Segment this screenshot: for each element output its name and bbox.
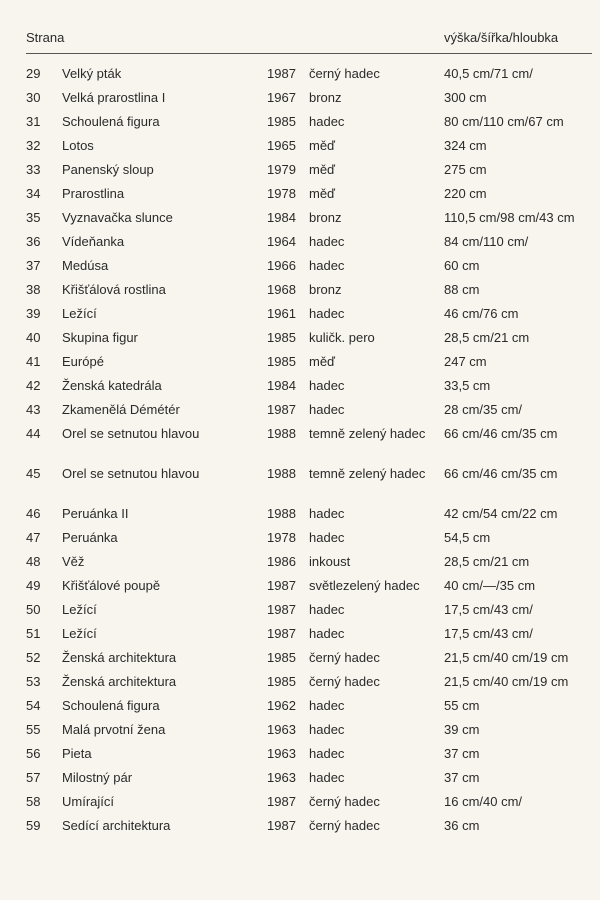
row-title: Sedící architektura	[62, 818, 171, 833]
row-year: 1961	[267, 306, 296, 321]
row-year: 1962	[267, 698, 296, 713]
row-year: 1963	[267, 746, 296, 761]
row-number: 58	[26, 794, 41, 809]
row-title: Ženská katedrála	[62, 378, 162, 393]
row-number: 34	[26, 186, 41, 201]
row-year: 1987	[267, 794, 296, 809]
row-number: 32	[26, 138, 41, 153]
row-number: 59	[26, 818, 41, 833]
row-dimensions: 37 cm	[444, 770, 480, 785]
row-title: Křišťálové poupě	[62, 578, 161, 593]
row-dimensions: 66 cm/46 cm/35 cm	[444, 426, 558, 441]
row-year: 1984	[267, 210, 296, 225]
row-dimensions: 21,5 cm/40 cm/19 cm	[444, 674, 569, 689]
row-dimensions: 21,5 cm/40 cm/19 cm	[444, 650, 569, 665]
row-dimensions: 60 cm	[444, 258, 480, 273]
row-material: bronz	[309, 90, 342, 105]
catalog-row	[26, 670, 592, 694]
row-material: měď	[309, 186, 336, 201]
row-material: hadec	[309, 626, 345, 641]
catalog-row	[26, 398, 592, 422]
row-dimensions: 37 cm	[444, 746, 480, 761]
catalog-row	[26, 646, 592, 670]
row-number: 36	[26, 234, 41, 249]
catalog-row	[26, 526, 592, 550]
row-dimensions: 220 cm	[444, 186, 487, 201]
row-material: hadec	[309, 234, 345, 249]
row-material: černý hadec	[309, 66, 380, 81]
row-dimensions: 42 cm/54 cm/22 cm	[444, 506, 558, 521]
row-title: Umírající	[62, 794, 114, 809]
row-title: Ženská architektura	[62, 674, 177, 689]
catalog-row	[26, 790, 592, 814]
row-material: temně zelený hadec	[309, 466, 426, 481]
row-title: Medúsa	[62, 258, 109, 273]
catalog-row	[26, 302, 592, 326]
row-number: 48	[26, 554, 41, 569]
catalog-row	[26, 462, 592, 502]
row-dimensions: 28,5 cm/21 cm	[444, 330, 530, 345]
row-number: 53	[26, 674, 41, 689]
row-title: Orel se setnutou hlavou	[62, 466, 200, 481]
catalog-row	[26, 110, 592, 134]
row-dimensions: 46 cm/76 cm	[444, 306, 519, 321]
row-number: 31	[26, 114, 41, 129]
catalog-row	[26, 350, 592, 374]
row-title: Peruánka II	[62, 506, 129, 521]
row-material: hadec	[309, 722, 345, 737]
catalog-row	[26, 422, 592, 462]
row-material: černý hadec	[309, 674, 380, 689]
row-dimensions: 324 cm	[444, 138, 487, 153]
row-dimensions: 55 cm	[444, 698, 480, 713]
catalog-row	[26, 502, 592, 526]
row-year: 1988	[267, 506, 296, 521]
catalog-row	[26, 86, 592, 110]
catalog-row	[26, 742, 592, 766]
row-dimensions: 300 cm	[444, 90, 487, 105]
row-year: 1985	[267, 674, 296, 689]
row-material: inkoust	[309, 554, 351, 569]
row-number: 30	[26, 90, 41, 105]
row-title: Peruánka	[62, 530, 118, 545]
row-number: 47	[26, 530, 41, 545]
row-material: hadec	[309, 770, 345, 785]
row-title: Panenský sloup	[62, 162, 154, 177]
row-year: 1987	[267, 402, 296, 417]
row-material: měď	[309, 162, 336, 177]
row-number: 57	[26, 770, 41, 785]
row-material: černý hadec	[309, 818, 380, 833]
row-material: hadec	[309, 114, 345, 129]
row-dimensions: 40 cm/—/35 cm	[444, 578, 536, 593]
row-material: bronz	[309, 210, 342, 225]
row-dimensions: 66 cm/46 cm/35 cm	[444, 466, 558, 481]
row-year: 1985	[267, 650, 296, 665]
catalog-row	[26, 230, 592, 254]
catalog-row	[26, 326, 592, 350]
row-title: Prarostlina	[62, 186, 125, 201]
row-year: 1968	[267, 282, 296, 297]
catalog-row	[26, 574, 592, 598]
row-year: 1979	[267, 162, 296, 177]
row-material: hadec	[309, 746, 345, 761]
row-year: 1987	[267, 66, 296, 81]
row-dimensions: 36 cm	[444, 818, 480, 833]
row-year: 1985	[267, 114, 296, 129]
row-year: 1985	[267, 330, 296, 345]
row-year: 1965	[267, 138, 296, 153]
row-year: 1987	[267, 578, 296, 593]
row-dimensions: 40,5 cm/71 cm/	[444, 66, 533, 81]
catalog-row	[26, 278, 592, 302]
catalog-row	[26, 62, 592, 86]
row-dimensions: 80 cm/110 cm/67 cm	[444, 114, 564, 129]
row-material: měď	[309, 138, 336, 153]
header-rule	[26, 53, 592, 54]
row-year: 1988	[267, 466, 296, 481]
row-material: černý hadec	[309, 794, 380, 809]
row-material: hadec	[309, 402, 345, 417]
row-material: černý hadec	[309, 650, 380, 665]
row-title: Schoulená figura	[62, 114, 160, 129]
row-material: hadec	[309, 258, 345, 273]
row-number: 49	[26, 578, 41, 593]
row-year: 1978	[267, 530, 296, 545]
row-number: 51	[26, 626, 41, 641]
row-number: 54	[26, 698, 41, 713]
row-year: 1986	[267, 554, 296, 569]
row-dimensions: 54,5 cm	[444, 530, 491, 545]
row-title: Velká prarostlina I	[62, 90, 166, 105]
row-number: 41	[26, 354, 41, 369]
row-number: 52	[26, 650, 41, 665]
row-material: hadec	[309, 506, 345, 521]
row-year: 1978	[267, 186, 296, 201]
row-title: Milostný pár	[62, 770, 133, 785]
row-dimensions: 17,5 cm/43 cm/	[444, 602, 533, 617]
catalog-row	[26, 622, 592, 646]
row-number: 44	[26, 426, 41, 441]
row-number: 43	[26, 402, 41, 417]
row-number: 45	[26, 466, 41, 481]
row-dimensions: 39 cm	[444, 722, 480, 737]
row-year: 1964	[267, 234, 296, 249]
row-year: 1987	[267, 602, 296, 617]
catalog-row	[26, 766, 592, 790]
page-column-header: Strana	[26, 30, 65, 45]
catalog-row	[26, 550, 592, 574]
row-material: světlezelený hadec	[309, 578, 420, 593]
row-dimensions: 28 cm/35 cm/	[444, 402, 523, 417]
row-number: 55	[26, 722, 41, 737]
row-title: Vyznavačka slunce	[62, 210, 173, 225]
catalog-row	[26, 598, 592, 622]
row-material: hadec	[309, 698, 345, 713]
row-material: kuličk. pero	[309, 330, 375, 345]
row-title: Skupina figur	[62, 330, 138, 345]
row-number: 37	[26, 258, 41, 273]
row-dimensions: 17,5 cm/43 cm/	[444, 626, 533, 641]
row-title: Ležící	[62, 626, 97, 641]
row-title: Malá prvotní žena	[62, 722, 166, 737]
row-year: 1985	[267, 354, 296, 369]
row-title: Vídeňanka	[62, 234, 125, 249]
row-title: Velký pták	[62, 66, 122, 81]
row-year: 1967	[267, 90, 296, 105]
catalog-row	[26, 206, 592, 230]
row-number: 50	[26, 602, 41, 617]
catalog-row	[26, 134, 592, 158]
row-material: hadec	[309, 530, 345, 545]
row-title: Křišťálová rostlina	[62, 282, 166, 297]
row-year: 1987	[267, 626, 296, 641]
row-material: bronz	[309, 282, 342, 297]
row-year: 1963	[267, 770, 296, 785]
row-dimensions: 84 cm/110 cm/	[444, 234, 529, 249]
row-dimensions: 88 cm	[444, 282, 480, 297]
row-title: Orel se setnutou hlavou	[62, 426, 200, 441]
row-title: Ležící	[62, 306, 97, 321]
row-material: hadec	[309, 602, 345, 617]
row-dimensions: 33,5 cm	[444, 378, 491, 393]
row-number: 39	[26, 306, 41, 321]
row-title: Lotos	[62, 138, 94, 153]
catalog-row	[26, 694, 592, 718]
row-number: 29	[26, 66, 41, 81]
row-dimensions: 16 cm/40 cm/	[444, 794, 523, 809]
row-material: měď	[309, 354, 336, 369]
catalog-row	[26, 158, 592, 182]
row-title: Európé	[62, 354, 104, 369]
row-number: 35	[26, 210, 41, 225]
row-material: hadec	[309, 306, 345, 321]
row-year: 1988	[267, 426, 296, 441]
row-title: Zkamenělá Démétér	[62, 402, 180, 417]
row-year: 1987	[267, 818, 296, 833]
row-title: Schoulená figura	[62, 698, 160, 713]
row-dimensions: 110,5 cm/98 cm/43 cm	[444, 210, 575, 225]
row-number: 40	[26, 330, 41, 345]
catalog-row	[26, 718, 592, 742]
row-number: 42	[26, 378, 41, 393]
row-year: 1963	[267, 722, 296, 737]
row-material: hadec	[309, 378, 345, 393]
catalog-row	[26, 814, 592, 838]
catalog-row	[26, 182, 592, 206]
row-year: 1984	[267, 378, 296, 393]
dimensions-column-header: výška/šířka/hloubka	[444, 30, 559, 45]
catalog-row	[26, 374, 592, 398]
table-header	[26, 30, 592, 50]
row-number: 33	[26, 162, 41, 177]
row-number: 46	[26, 506, 41, 521]
row-title: Věž	[62, 554, 85, 569]
row-material: temně zelený hadec	[309, 426, 426, 441]
row-dimensions: 247 cm	[444, 354, 487, 369]
row-dimensions: 28,5 cm/21 cm	[444, 554, 530, 569]
row-number: 38	[26, 282, 41, 297]
row-number: 56	[26, 746, 41, 761]
row-title: Ženská architektura	[62, 650, 177, 665]
catalog-row	[26, 254, 592, 278]
row-title: Ležící	[62, 602, 97, 617]
row-dimensions: 275 cm	[444, 162, 487, 177]
row-year: 1966	[267, 258, 296, 273]
catalog-list	[26, 62, 592, 838]
row-title: Pieta	[62, 746, 92, 761]
